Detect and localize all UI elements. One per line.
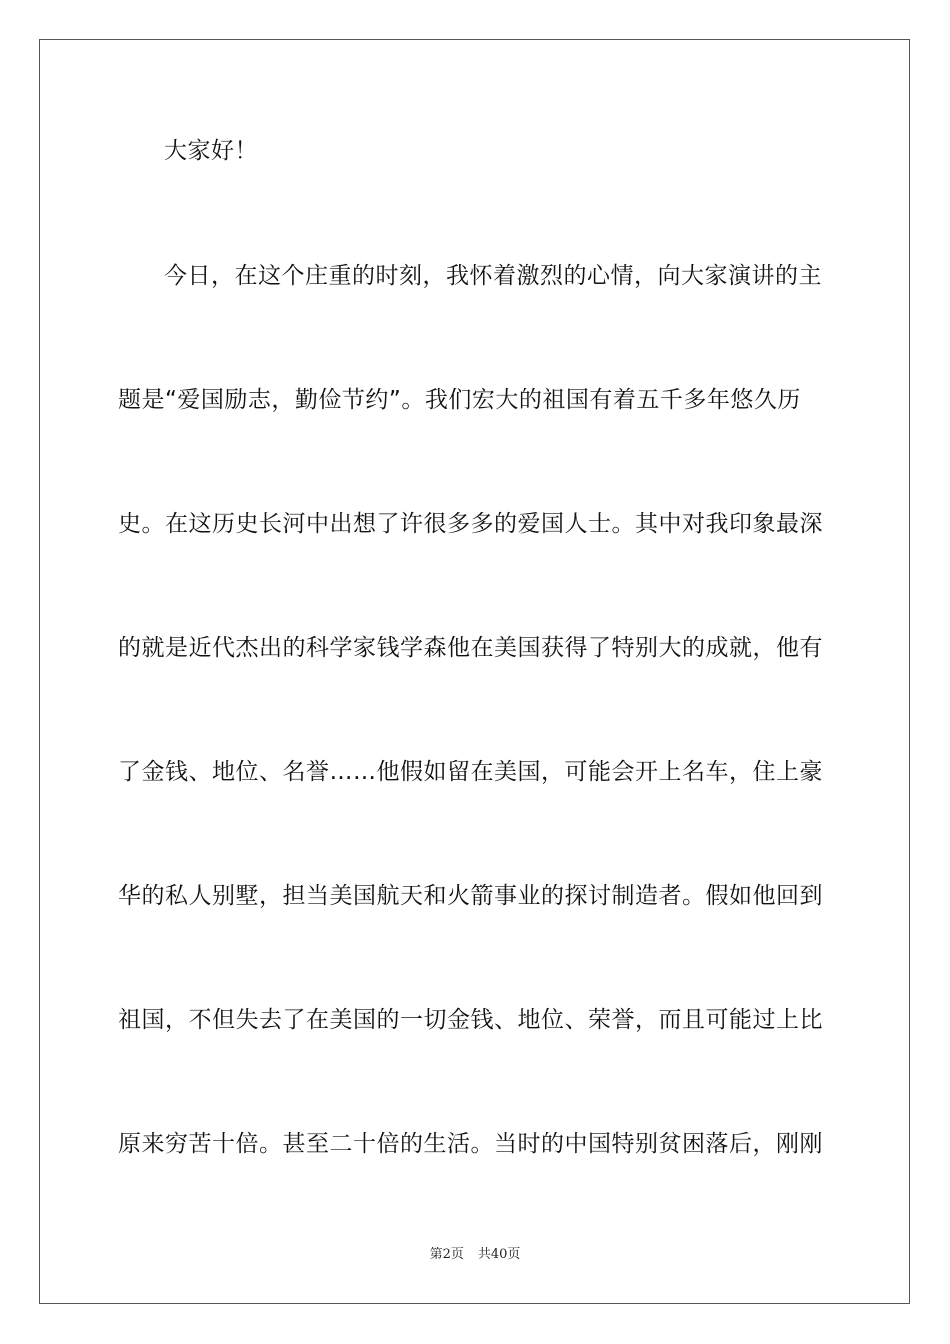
page-total: 共40页 [477,1247,521,1262]
body-line-4: 的就是近代杰出的科学家钱学森他在美国获得了特别大的成就，他有 [118,635,823,661]
page-number: 第2页 [429,1247,464,1262]
body-line-1: 今日，在这个庄重的时刻，我怀着激烈的心情，向大家演讲的主 [164,263,822,289]
body-line-3: 史。在这历史长河中出想了许很多多的爱国人士。其中对我印象最深 [118,511,823,537]
body-line-2: 题是“爱国励志，勤俭节约”。我们宏大的祖国有着五千多年悠久历 [118,387,801,413]
greeting-line: 大家好！ [164,138,258,164]
body-line-7: 祖国，不但失去了在美国的一切金钱、地位、荣誉，而且可能过上比 [118,1007,823,1033]
body-line-5: 了金钱、地位、名誉……他假如留在美国，可能会开上名车，住上豪 [118,759,823,785]
body-line-6: 华的私人别墅，担当美国航天和火箭事业的探讨制造者。假如他回到 [118,883,823,909]
page-footer [0,1246,950,1264]
page-border [39,39,910,1304]
body-line-8: 原来穷苦十倍。甚至二十倍的生活。当时的中国特别贫困落后，刚刚 [118,1131,823,1157]
